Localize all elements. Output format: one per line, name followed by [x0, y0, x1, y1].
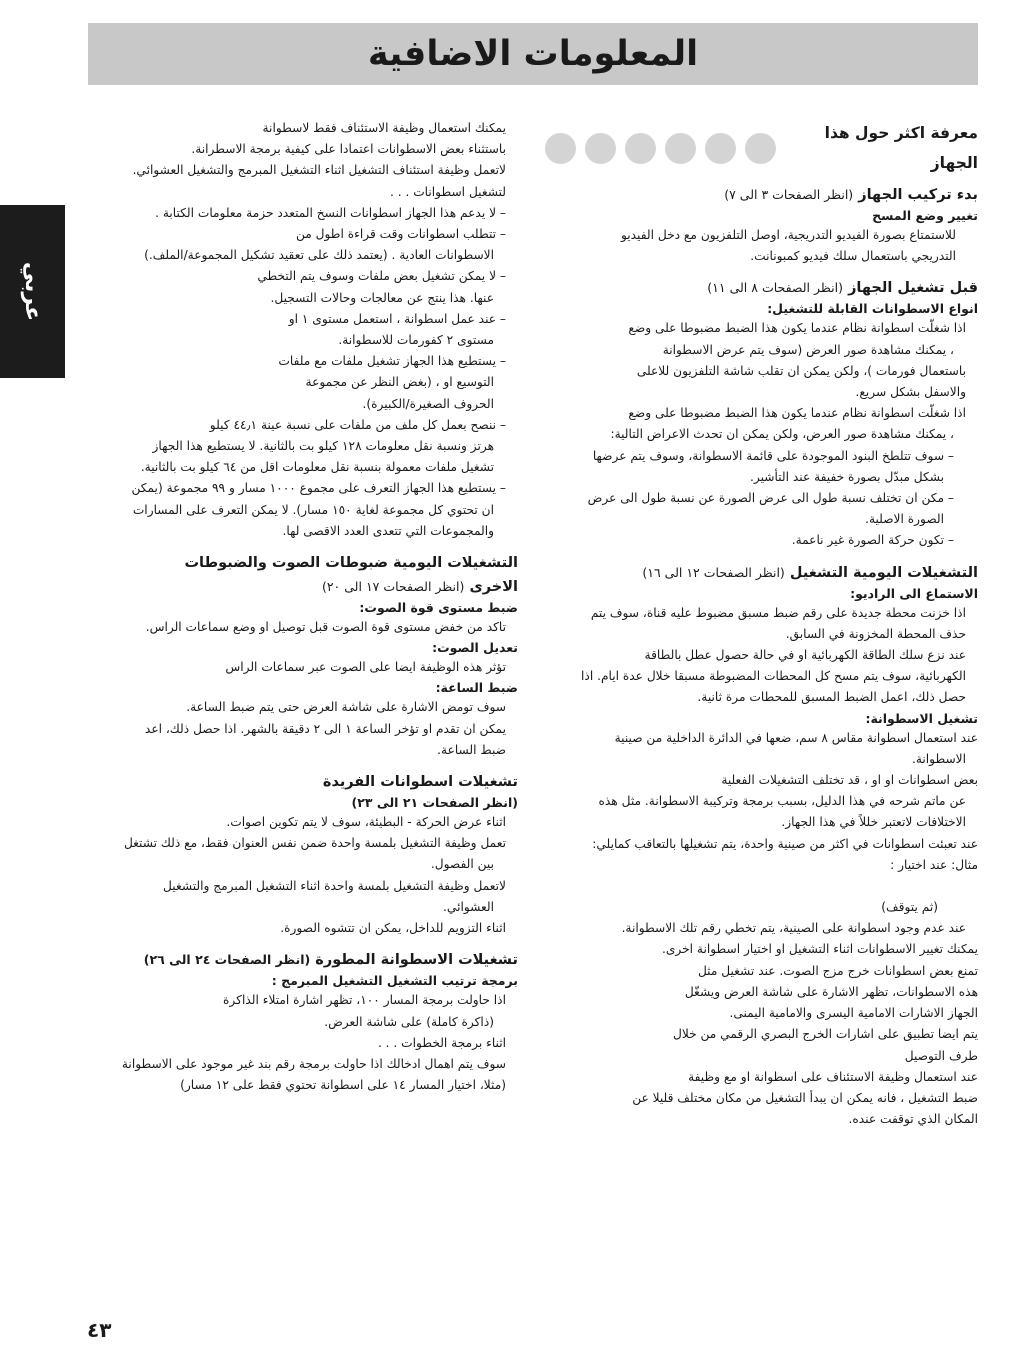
- paragraph-line: والاسفل بشكل سريع.: [855, 385, 966, 400]
- paragraph-line: [545, 876, 978, 897]
- section-page-ref: (انظر الصفحات ١٢ الى ١٦): [642, 564, 785, 580]
- paragraph-line: (ثم يتوقف): [881, 900, 938, 915]
- subheading: تشغيل الاسطوانة:: [865, 710, 978, 726]
- bullet-line: تشغيل ملفات معمولة بنسبة نقل معلومات اقل من ٦٤ كيلو بت بالثانية.: [140, 460, 494, 475]
- section-heading-text: قبل تشغيل الجهاز: [848, 280, 978, 297]
- bullet-line: – ننصح بعمل كل ملف من ملفات على نسبة عينة ٤٤٫١ كيلو: [209, 417, 506, 432]
- grey-dot-icon: [545, 133, 576, 164]
- right-column: [545, 118, 978, 1130]
- bullet-line: – لا يدعم هذا الجهاز اسطوانات النسخ المتعدد حزمة معلومات الكتابة .: [155, 205, 506, 220]
- subheading: برمجة ترتيب التشغيل التشغيل المبرمج :: [271, 973, 518, 989]
- paragraph-line: ، يمكنك مشاهدة صور العرض (سوف يتم عرض الاسطوانة: [662, 342, 954, 357]
- paragraph-line: بين الفصول.: [430, 857, 494, 872]
- paragraph-line: للاستمتاع بصورة الفيديو التدريجية، اوصل التلفزيون مع دخل الفيديو: [620, 228, 956, 242]
- paragraph-line: ، يمكنك مشاهدة صور العرض، ولكن يمكن ان تحدث الاعراض التالية:: [610, 427, 954, 442]
- section-heading: [545, 277, 978, 299]
- section-dots: [545, 133, 776, 164]
- section-heading-text: التشغيلات اليومية التشغيل: [789, 564, 978, 581]
- grey-dot-icon: [665, 133, 696, 164]
- subheading: تغيير وضع المسح: [872, 208, 978, 223]
- paragraph-line: اذا خزنت محطة جديدة على رقم ضبط مسبق مضبوط عليه قناة، سوف يتم: [590, 605, 966, 620]
- section-heading: [93, 576, 518, 598]
- paragraph-line: تؤثر هذه الوظيفة ايضا على الصوت عبر سماعات الراس: [225, 660, 506, 675]
- paragraph-line: ضبط الساعة.: [437, 742, 506, 757]
- paragraph-line: عند عدم وجود اسطوانة على الصينية، يتم تخطي رقم تلك الاسطوانة.: [621, 921, 966, 936]
- paragraph-line: تاكد من خفض مستوى قوة الصوت قبل توصيل او وضع سماعات الراس.: [145, 620, 506, 635]
- paragraph-line: الجهاز الاشارات الامامية اليسرى والامامية اليمنى.: [729, 1006, 978, 1021]
- paragraph-line: اذا شغلّت اسطوانة نظام عندما يكون هذا الضبط مضبوطا على وضع: [628, 321, 966, 336]
- left-column: [93, 118, 518, 1096]
- paragraph-line: تمنع بعض اسطوانات خرج مزج الصوت. عند تشغيل مثل: [697, 963, 978, 978]
- bullet-line: – سوف تتلطخ البنود الموجودة على قائمة الاسطوانة، وسوف يتم عرضها: [592, 448, 954, 463]
- paragraph-line: باستعمال فورمات )، ولكن يمكن ان تقلب شاشة التلفزيون للاعلى: [636, 363, 966, 378]
- paragraph-line: سوف يتم اهمال ادخالك اذا حاولت برمجة رقم بند غير موجود على الاسطوانة: [121, 1056, 506, 1071]
- paragraph-line: حصل ذلك، اعمل الضبط المسبق للمحطات مرة ثانية.: [697, 690, 966, 705]
- paragraph-line: لاتعمل وظيفة التشغيل بلمسة واحدة اثناء التشغيل المبرمج والتشغيل: [163, 878, 506, 893]
- page-number: ٤٣: [87, 1318, 112, 1342]
- paragraph-line: اذا حاولت برمجة المسار ١٠٠، تظهر اشارة امتلاء الذاكرة: [223, 993, 506, 1008]
- paragraph-line: الكهربائية، سوف يتم مسح كل المحطات المضبوطة مسبقا خلال عدة ايام. اذا: [581, 669, 966, 684]
- paragraph-line: باستثناء بعض الاسطوانات اعتمادا على كيفية برمجة الاسطرانة.: [191, 142, 506, 157]
- bullet-line: التوسيع او ، (بغض النظر عن مجموعة: [305, 375, 494, 390]
- paragraph-line: اثناء برمجة الخطوات . . .: [377, 1035, 506, 1050]
- section-page-ref: (انظر الصفحات ٢٤ الى ٢٦): [143, 952, 311, 968]
- bullet-line: الحروف الصغيرة/الكبيرة).: [362, 396, 494, 411]
- subheading: تعديل الصوت:: [432, 640, 518, 656]
- intro-heading: معرفة اكثر حول هذا الجهاز: [824, 124, 978, 172]
- paragraph-line: هذه الاسطوانات، تظهر الاشارة على شاشة العرض ويشغّل: [684, 984, 978, 999]
- paragraph-line: عند استعمال اسطوانة مقاس ٨ سم، ضعها في الدائرة الداخلية من صينية: [614, 730, 978, 745]
- paragraph-line: حذف المحطة المخزونة في السابق.: [785, 626, 966, 641]
- bullet-line: مستوى ٢ كفورمات للاسطوانة.: [338, 333, 494, 348]
- title-bar: [88, 23, 978, 85]
- section-heading: تشغيلات اسطوانات الفريدة: [322, 774, 518, 791]
- bullet-line: عنها. هذا ينتج عن معالجات وحالات التسجيل.: [270, 290, 494, 305]
- paragraph-line: تعمل وظيفة التشغيل بلمسة واحدة ضمن نفس العنوان فقط، مع ذلك تشتغل: [123, 836, 506, 851]
- section-page-ref: (انظر الصفحات ٢١ الى ٢٣): [351, 795, 518, 811]
- bullet-line: – يستطيع هذا الجهاز تشغيل ملفات مع ملفات: [278, 354, 506, 369]
- bullet-line: – يستطيع هذا الجهاز التعرف على مجموع ١٠٠٠ مسار و ٩٩ مجموعة (يمكن: [131, 481, 506, 496]
- subheading: انواع الاسطوانات القابلة للتشغيل:: [767, 301, 978, 317]
- bullet-line: – مكن ان تختلف نسبة طول الى عرض الصورة عن نسبة طول الى عرض: [587, 491, 954, 506]
- page-title: المعلومات الاضافية: [367, 34, 699, 74]
- bullet-line: – عند عمل اسطوانة ، استعمل مستوى ١ او: [288, 311, 506, 326]
- bullet-line: والمجموعات التي تتعدى العدد الاقصى لها.: [282, 523, 494, 538]
- paragraph-line: التدريجي باستعمال سلك فيديو كمبونانت.: [750, 249, 956, 264]
- intro-heading-row: [545, 118, 978, 178]
- paragraph-line: يمكنك استعمال وظيفة الاستئناف فقط لاسطوانة: [262, 121, 506, 135]
- section-heading: التشغيلات اليومية ضبوطات الصوت والضبوطات: [184, 555, 518, 572]
- paragraph-line: الاختلافات لاتعتبر خللاً في هذا الجهاز.: [781, 815, 966, 830]
- paragraph-line: العشوائي.: [443, 899, 494, 914]
- bullet-line: الصورة الاصلية.: [865, 512, 944, 527]
- paragraph-line: سوف تومض الاشارة على شاشة العرض حتى يتم ضبط الساعة.: [186, 700, 506, 715]
- bullet-line: بشكل مبدّل بصورة خفيفة عند التأشير.: [750, 469, 944, 484]
- grey-dot-icon: [625, 133, 656, 164]
- paragraph-line: اثناء التزويم للداخل، يمكن ان تتشوه الصورة.: [280, 921, 506, 936]
- bullet-line: – تكون حركة الصورة غير ناعمة.: [791, 533, 954, 548]
- paragraph-line: يتم ايضا تطبيق على اشارات الخرج البصري الرقمي من خلال: [672, 1027, 978, 1042]
- section-heading-text: الاخرى: [469, 579, 518, 596]
- language-side-tab: [0, 205, 65, 378]
- section-page-ref: (انظر الصفحات ٣ الى ٧): [724, 187, 854, 202]
- paragraph-line: يمكنك تغيير الاسطوانات اثناء التشغيل او اختيار اسطوانة اخرى.: [661, 942, 978, 957]
- subheading: ضبط الساعة:: [435, 680, 518, 696]
- section-heading-text: تشغيلات الاسطوانة المطورة: [315, 952, 518, 969]
- bullet-line: – لا يمكن تشغيل بعض ملفات وسوف يتم التخطي: [257, 269, 506, 284]
- section-heading: [545, 562, 978, 584]
- section-heading-text: بدء تركيب الجهاز: [858, 187, 978, 203]
- paragraph-line: مثال: عند اختيار :: [890, 857, 978, 872]
- paragraph-line: عن ماتم شرحه في هذا الدليل، بسبب برمجة وتركيبة الاسطوانة. مثل هذه: [598, 794, 966, 809]
- section-page-ref: (انظر الصفحات ٨ الى ١١): [707, 280, 843, 296]
- subheading: الاستماع الى الراديو:: [850, 585, 978, 601]
- paragraph-line: لاتعمل وظيفة استئناف التشغيل اثناء التشغيل المبرمج والتشغيل العشوائي.: [132, 163, 506, 178]
- paragraph-line: (ذاكرة كاملة) على شاشة العرض.: [324, 1014, 494, 1029]
- subheading: ضبط مستوى قوة الصوت:: [359, 600, 518, 616]
- bullet-line: الاسطوانات العادية . (يعتمد ذلك على تعقيد تشكيل المجموعة/الملف.): [144, 248, 494, 263]
- bullet-line: ان تحتوي كل مجموعة لغاية ١٥٠ مسار). لا يمكن التعرف على المسارات: [132, 502, 494, 517]
- bullet-line: – تتطلب اسطوانات وقت قراءة اطول من: [295, 227, 506, 242]
- grey-dot-icon: [585, 133, 616, 164]
- section-heading: [93, 949, 518, 971]
- paragraph-line: عند تعبئت اسطوانات في اكثر من صينية واحدة، يتم تشغيلها بالتعاقب كمايلي:: [592, 836, 978, 851]
- paragraph-line: عند استعمال وظيفة الاستئناف على اسطوانة او مع وظيفة: [688, 1069, 978, 1084]
- section-page-ref: (انظر الصفحات ١٧ الى ٢٠): [321, 579, 465, 595]
- bullet-line: هرتز ونسبة نقل معلومات ١٢٨ كيلو بت بالثانية. لا يستطيع هذا الجهاز: [152, 439, 494, 454]
- paragraph-line: (مثلا، اختيار المسار ١٤ على اسطوانة تحتوي فقط على ١٢ مسار): [180, 1078, 506, 1093]
- section-heading: [545, 184, 978, 206]
- paragraph-line: اذا شغلّت اسطوانة نظام عندما يكون هذا الضبط مضبوطا على وضع: [628, 406, 966, 421]
- paragraph-line: طرف التوصيل: [904, 1048, 978, 1063]
- paragraph-line: المكان الذي توقفت عنده.: [848, 1112, 978, 1127]
- side-tab-label: عربي: [19, 261, 45, 322]
- paragraph-line: ضبط التشغيل ، فانه يمكن ان يبدأ التشغيل من مكان مختلف قليلا عن: [632, 1090, 978, 1105]
- paragraph-line: بعض اسطوانات او او ، قد تختلف التشغيلات الفعلية: [721, 773, 978, 788]
- grey-dot-icon: [705, 133, 736, 164]
- paragraph-line: اثناء عرض الحركة - البطيئة، سوف لا يتم تكوين اصوات.: [226, 815, 506, 830]
- paragraph-line: الاسطوانة.: [911, 751, 966, 766]
- paragraph-line: يمكن ان تقدم او تؤخر الساعة ١ الى ٢ دقيقة بالشهر. اذا حصل ذلك، اعد: [144, 721, 506, 736]
- paragraph-line: عند نزع سلك الطاقة الكهربائية او في حالة حصول عطل بالطاقة: [644, 648, 966, 663]
- grey-dot-icon: [745, 133, 776, 164]
- paragraph-line: لتشغيل اسطوانات . . .: [389, 184, 506, 199]
